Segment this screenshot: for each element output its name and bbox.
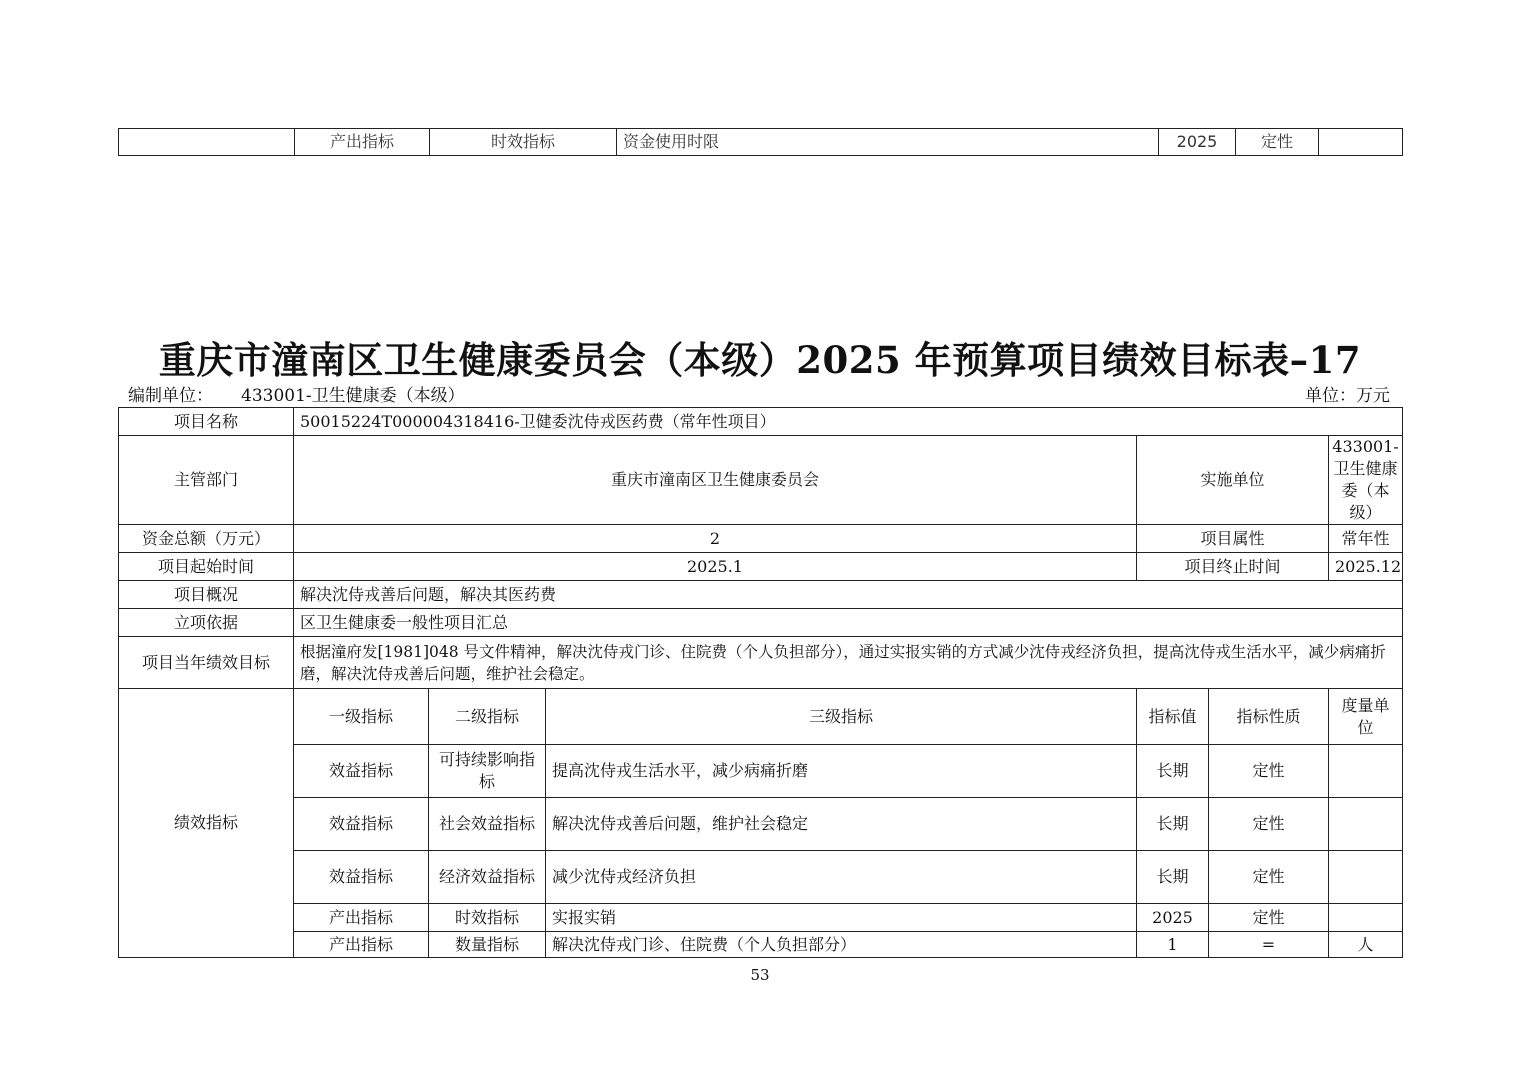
level2-cell: 社会效益指标	[429, 798, 546, 851]
level3-cell: 减少沈侍戎经济负担	[546, 851, 1137, 904]
level1-cell: 效益指标	[294, 851, 429, 904]
dept-value: 重庆市潼南区卫生健康委员会	[294, 436, 1137, 525]
performance-table	[118, 407, 1403, 958]
compile-unit-label: 编制单位：	[128, 386, 213, 406]
table-row	[119, 408, 1403, 436]
table-row	[119, 581, 1403, 609]
empty-cell	[119, 129, 295, 156]
funds-value: 2	[294, 525, 1137, 553]
unit-cell	[1329, 745, 1403, 798]
dept-label: 主管部门	[119, 436, 294, 525]
project-name-label: 项目名称	[119, 408, 294, 436]
level1-cell: 产出指标	[295, 129, 430, 156]
table-row	[119, 609, 1403, 637]
goal-value: 根据潼府发[1981]048 号文件精神，解决沈侍戎门诊、住院费（个人负担部分），通过实报实销的方式减少沈侍戎经济负担，提高沈侍戎生活水平，减少病痛折磨，解决沈侍戎善后问题，维护社会稳定。	[294, 637, 1403, 689]
header-level2: 二级指标	[429, 689, 546, 745]
nature-cell: 定性	[1209, 798, 1329, 851]
header-level1: 一级指标	[294, 689, 429, 745]
compile-unit	[128, 381, 465, 406]
nature-cell: 定性	[1209, 851, 1329, 904]
unit-label: 单位：万元	[1305, 386, 1390, 406]
table-row	[119, 745, 1403, 798]
impl-label: 实施单位	[1137, 436, 1329, 525]
table-row	[119, 637, 1403, 689]
nature-cell: 定性	[1236, 129, 1319, 156]
level1-cell: 效益指标	[294, 798, 429, 851]
header-nature: 指标性质	[1209, 689, 1329, 745]
impl-value: 433001-卫生健康委（本级）	[1329, 436, 1403, 525]
level2-cell: 经济效益指标	[429, 851, 546, 904]
table-row	[119, 932, 1403, 958]
level3-cell: 提高沈侍戎生活水平，减少病痛折磨	[546, 745, 1137, 798]
level1-cell: 效益指标	[294, 745, 429, 798]
value-cell: 1	[1137, 932, 1209, 958]
level3-cell: 资金使用时限	[617, 129, 1159, 156]
value-cell: 2025	[1159, 129, 1236, 156]
start-label: 项目起始时间	[119, 553, 294, 581]
unit-cell	[1329, 851, 1403, 904]
overview-label: 项目概况	[119, 581, 294, 609]
table-row	[119, 129, 1403, 156]
nature-cell: 定性	[1209, 745, 1329, 798]
level2-cell: 数量指标	[429, 932, 546, 958]
level3-cell: 解决沈侍戎门诊、住院费（个人负担部分）	[546, 932, 1137, 958]
header-level3: 三级指标	[546, 689, 1137, 745]
table-row	[119, 525, 1403, 553]
basis-value: 区卫生健康委一般性项目汇总	[294, 609, 1403, 637]
indicators-section-label: 绩效指标	[119, 689, 294, 958]
table-row	[119, 904, 1403, 932]
nature-cell: 定性	[1209, 904, 1329, 932]
attr-value: 常年性	[1329, 525, 1403, 553]
table-row	[119, 798, 1403, 851]
unit-cell: 人	[1329, 932, 1403, 958]
nature-cell: =	[1209, 932, 1329, 958]
previous-indicator-table	[118, 128, 1403, 156]
end-value: 2025.12	[1329, 553, 1403, 581]
header-value: 指标值	[1137, 689, 1209, 745]
unit-cell	[1329, 798, 1403, 851]
value-cell: 长期	[1137, 851, 1209, 904]
value-cell: 长期	[1137, 798, 1209, 851]
compile-unit-value: 433001-卫生健康委（本级）	[241, 386, 465, 406]
value-cell: 2025	[1137, 904, 1209, 932]
end-label: 项目终止时间	[1137, 553, 1329, 581]
funds-label: 资金总额（万元）	[119, 525, 294, 553]
attr-label: 项目属性	[1137, 525, 1329, 553]
basis-label: 立项依据	[119, 609, 294, 637]
overview-value: 解决沈侍戎善后问题，解决其医药费	[294, 581, 1403, 609]
level1-cell: 产出指标	[294, 932, 429, 958]
header-unit: 度量单位	[1329, 689, 1403, 745]
level3-cell: 解决沈侍戎善后问题，维护社会稳定	[546, 798, 1137, 851]
table-row	[119, 689, 1403, 745]
level1-cell: 产出指标	[294, 904, 429, 932]
goal-label: 项目当年绩效目标	[119, 637, 294, 689]
value-cell: 长期	[1137, 745, 1209, 798]
level2-cell: 时效指标	[429, 904, 546, 932]
table-row	[119, 436, 1403, 525]
unit-cell	[1329, 904, 1403, 932]
table-row	[119, 851, 1403, 904]
level2-cell: 可持续影响指标	[429, 745, 546, 798]
project-name-value: 50015224T000004318416-卫健委沈侍戎医药费（常年性项目）	[294, 408, 1403, 436]
level3-cell: 实报实销	[546, 904, 1137, 932]
start-value: 2025.1	[294, 553, 1137, 581]
page-title: 重庆市潼南区卫生健康委员会（本级）2025 年预算项目绩效目标表–17	[158, 338, 1362, 382]
unit-cell	[1319, 129, 1403, 156]
page-number: 53	[750, 966, 770, 984]
level2-cell: 时效指标	[430, 129, 617, 156]
table-row	[119, 553, 1403, 581]
